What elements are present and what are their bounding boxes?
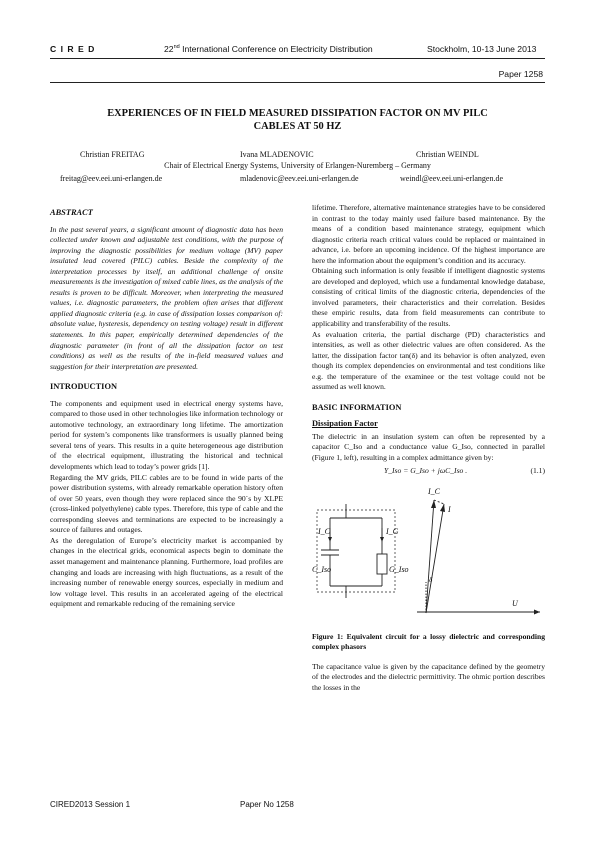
intro-paragraph-3: As the deregulation of Europe’s electricity market is accompanied by changes in the electrical grids, economical aspects begin to dominate the asset management and maintenance planning. Furthermore, load profiles are changing and loads are increasing with high fluctuations, as a result of the increasing number of renewable energy sources, especially in medium and low voltage level. This results in an accelerated ageing of the electrical equipment and remarkable reducing of the remaining service: [50, 535, 283, 609]
dissipation-paragraph-1: The dielectric in an insulation system can often be represented by a capacitor C_Iso and a conductance value G_Iso, connected in parallel (Figure 1, left), resulting in a complex admittance given by:: [312, 431, 545, 463]
author-1-email: freitag@eev.eei.uni-erlangen.de: [60, 174, 163, 183]
intro-paragraph-1: The components and equipment used in electrical energy systems have, compared to those used in other technologies like information technology or automotive technology, an extraordinary long lifetime. The amortization period for system’s components like transformers is usually planned being several tens of years. This results in a quite heterogeneous age distribution of the electrical equipment, illustrating the historical and technical developments which lead to today’s power grids [1].: [50, 398, 283, 472]
basic-information-heading: BASIC INFORMATION: [312, 402, 402, 412]
dissipation-factor-heading: Dissipation Factor: [312, 419, 378, 429]
header-rule-bottom: [50, 82, 545, 83]
right-paragraph-2: Obtaining such information is only feasible if intelligent diagnostic systems are developed and deployed, which use a fundamental knowledge database, consisting of critical limits of the diagnostic criteria, dependencies of the involved parameters, their characteristics and their correlation. Besides these empiric results, data from field measurements can contribute to applicability and transferability of the results.: [312, 266, 545, 329]
label-ig: I_G: [386, 526, 399, 536]
equation-number: (1.1): [530, 465, 545, 475]
label-c: C_Iso: [312, 564, 332, 574]
abstract-text: In the past several years, a significant amount of diagnostic data has been collected under known and adjustable test conditions, with the purpose of improving the diagnostic possibilities for medium voltage (MV) paper insulated lead covered (PILC) cables. Beside the complexity of the interpretation processes by itself, an additional challenge of onsite measurements is the investigation of mixed cable lines, as the analysis of the results is proven to be difficult. Moreover, when interpreting the measured values, i.e. diagnostic parameters, the problem often arises that different applied diagnostic criteria (e.g. in case of dissipation losses comparison of: absolute value, hysteresis, dependency on testing voltage) result in different statements. In this paper, empirically determined dependencies of the diagnostic parameter (in front of all the dissipation factor on test conditions) as well as the results of the in-field measured values and suggestion for their interpretation are presented.: [50, 224, 283, 371]
header-location-date: Stockholm, 10-13 June 2013: [427, 44, 537, 54]
introduction-heading: INTRODUCTION: [50, 382, 118, 392]
right-paragraph-1: lifetime. Therefore, alternative maintenance strategies have to be considered in contrast to the today mainly used failure based maintenance. By the means of a condition based maintenance strategy, equipment which diagnostic criteria reach critical values could be replaced or maintained in advance, i.e. before an upcoming incidence. Of the highest importance are here the information about the equipment’s condition and its accuracy.: [312, 203, 545, 265]
paper-number: Paper 1258: [498, 69, 543, 79]
label-ic: I_C: [318, 526, 330, 536]
label-i-phasor: I: [448, 504, 451, 514]
right-column: [312, 203, 545, 693]
label-g: G_Iso: [389, 564, 409, 574]
author-2-name: Ivana MLADENOVIC: [240, 150, 314, 159]
footer-session: CIRED2013 Session 1: [50, 800, 131, 809]
figure-1-caption: Figure 1: Equivalent circuit for a lossy dielectric and corresponding complex phasors: [312, 631, 545, 652]
header-conference: 22nd International Conference on Electricity Distribution: [164, 44, 373, 54]
label-delta: δ: [429, 575, 433, 584]
label-ic-phasor: I_C: [428, 486, 440, 496]
abstract-heading: ABSTRACT: [50, 208, 93, 217]
label-u: U: [512, 598, 518, 608]
figure-1-circuit-phasors: [312, 482, 545, 632]
right-paragraph-3: As evaluation criteria, the partial discharge (PD) characteristics and intensities, as well as other dielectric values are often considered. As the latter, the dissipation factor tan(δ) and its behavior is often analyzed, even though its complex dependencies on environmental and test conditions like e.g. the temperature of the examinee or the test voltage could not be assumed as well known.: [312, 329, 545, 392]
footer-paper-number: Paper No 1258: [240, 800, 294, 809]
author-3-name: Christian WEINDL: [416, 150, 479, 159]
affiliation: Chair of Electrical Energy Systems, University of Erlangen-Nuremberg – Germany: [164, 161, 431, 170]
header-org: C I R E D: [50, 44, 96, 54]
intro-paragraph-2: Regarding the MV grids, PILC cables are to be found in wide parts of the power distribution systems, with already remarkable operation history often of over 50 years, even though they were replaced since the 90`s by XLPE (cross-linked polyethylene) cable types. Therefore, this type of cable and the corresponding sleeves and terminations are expected to be increasingly a source of failures and outages.: [50, 472, 283, 535]
author-1-name: Christian FREITAG: [80, 150, 145, 159]
header-rule-top: [50, 58, 545, 59]
paper-title: EXPERIENCES OF IN FIELD MEASURED DISSIPATION FACTOR ON MV PILC CABLES AT 50 HZ: [107, 108, 488, 132]
equation-1-1: [312, 466, 545, 480]
equation-text: Y_Iso = G_Iso + jωC_Iso .: [384, 465, 468, 475]
author-3-email: weindl@eev.eei.uni-erlangen.de: [400, 174, 504, 183]
author-2-email: mladenovic@eev.eei.uni-erlangen.de: [240, 174, 359, 183]
left-column: [50, 208, 283, 610]
dissipation-paragraph-2: The capacitance value is given by the capacitance defined by the geometry of the electrodes and the dielectric permittivity. The ohmic portion describes the losses in the: [312, 661, 545, 692]
